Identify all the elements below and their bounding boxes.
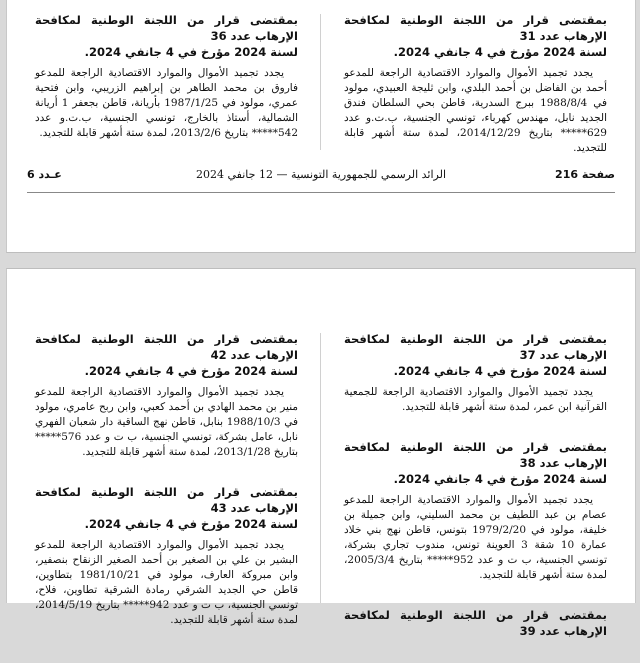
decision-entry-31 bbox=[344, 12, 607, 156]
decision-title bbox=[344, 12, 607, 60]
decision-body: يجدد تجميد الأموال والموارد الاقتصادية الراجعة للمدعو أحمد بن الفاضل بن أحمد البلدي، وابن ثليجة العبيدي، مولود في 1988/8/4 ببرج السدرية، قاطن بحي السلطان فندق الجديد نابل، مهندس كهرباء، تونسي الجنسية، ب.ت.و عدد 629***** بتاريخ 2014/12/29، لمدة ستة أشهر قابلة للتجديد. bbox=[344, 67, 608, 154]
decision-entry-36 bbox=[35, 12, 298, 141]
document-page-bottom bbox=[6, 268, 636, 638]
page-footer bbox=[27, 168, 615, 186]
column-divider bbox=[320, 333, 321, 603]
decision-title-line-1: بمقتضى قرار من اللجنة الوطنية لمكافحة الإرهاب عدد 38 bbox=[344, 440, 607, 470]
decision-body: يجدد تجميد الأموال والموارد الاقتصادية الراجعة للجمعية القرآنية ابن عمر، لمدة ستة أشهر قابلة للتجديد. bbox=[344, 386, 607, 413]
decision-entry-39 bbox=[344, 607, 607, 639]
decision-title-line-1: بمقتضى قرار من اللجنة الوطنية لمكافحة الإرهاب عدد 42 bbox=[35, 332, 298, 362]
document-page-top bbox=[6, 0, 636, 253]
right-column bbox=[344, 12, 607, 180]
column-divider bbox=[320, 14, 321, 150]
decision-title-line-2: لسنة 2024 مؤرخ في 4 جانفي 2024. bbox=[393, 45, 607, 59]
decision-title-line-1: بمقتضى قرار من اللجنة الوطنية لمكافحة الإرهاب عدد 31 bbox=[344, 13, 607, 43]
decision-title bbox=[35, 484, 298, 532]
decision-body: يجدد تجميد الأموال والموارد الاقتصادية الراجعة للمدعو منير بن محمد الهادي بن أحمد كعبي، وابن ربح عامري، مولود في 1988/10/3 بنابل، قاطن نهج الساقية دار شعبان الفهري نابل، عامل بشركة، تونسي الجنسية، ب ت و عدد 576***** بتاريخ 2013/1/28، لمدة ستة أشهر قابلة للتجديد. bbox=[35, 386, 298, 458]
decision-body: يجدد تجميد الأموال والموارد الاقتصادية الراجعة للمدعو البشير بن علي بن الصغير بن أحمد الصغير الزنقاح بنصفير، وابن مبروكة العارف، مولود في 1981/10/21 بتطاوين، قاطن حي الجديد الشرقي رمادة الشرقية تطاوين، فلاح، تونسي الجنسية، ب ت و عدد 942***** بتاريخ 2014/5/19، لمدة ستة أشهر قابلة للتجديد. bbox=[35, 539, 298, 626]
page-number: صفحة 216 bbox=[555, 168, 615, 181]
decision-body: يجدد تجميد الأموال والموارد الاقتصادية الراجعة للمدعو فاروق بن محمد الطاهر بن إبراهيم الزريبي، وابن فتحية عمري، مولود في 1987/1/25 بأريانة، قاطن بجعفر 1 أريانة الشمالية، أستاذ بالخارج، تونسي الجنسية، ب.ت.و عدد 542***** بتاريخ 2013/2/6، لمدة ستة أشهر قابلة للتجديد. bbox=[35, 67, 299, 139]
decision-title-line-2: لسنة 2024 مؤرخ في 4 جانفي 2024. bbox=[393, 472, 607, 486]
decision-entry-37 bbox=[344, 331, 607, 415]
decision-title bbox=[344, 331, 607, 379]
decision-entry-42 bbox=[35, 331, 298, 460]
left-column bbox=[35, 331, 298, 652]
decision-title-line-1: بمقتضى قرار من اللجنة الوطنية لمكافحة الإرهاب عدد 43 bbox=[35, 485, 298, 515]
decision-entry-43 bbox=[35, 484, 298, 628]
decision-body: يجدد تجميد الأموال والموارد الاقتصادية الراجعة للمدعو عصام بن عبد اللطيف بن محمد السليني، وابن جميلة بن خليفة، مولود في 1979/2/20 بتونس، قاطن نهج بني خلاد عمارة 10 شقة 3 العوينة تونس، مندوب تجاري بشركة، تونسي الجنسية، ب ت و عدد 952***** بتاريخ 2005/3/4، لمدة ستة أشهر قابلة للتجديد. bbox=[344, 494, 607, 581]
right-column bbox=[344, 331, 607, 663]
decision-title-line-1: بمقتضى قرار من اللجنة الوطنية لمكافحة الإرهاب عدد 39 bbox=[344, 608, 607, 638]
decision-title-line-2: لسنة 2024 مؤرخ في 4 جانفي 2024. bbox=[84, 364, 298, 378]
decision-title-line-1: بمقتضى قرار من اللجنة الوطنية لمكافحة الإرهاب عدد 36 bbox=[35, 13, 298, 43]
decision-title-line-2: لسنة 2024 مؤرخ في 4 جانفي 2024. bbox=[84, 517, 298, 531]
decision-title bbox=[35, 331, 298, 379]
left-column bbox=[35, 12, 298, 165]
footer-rule bbox=[27, 192, 615, 193]
journal-title: الرائد الرسمي للجمهورية التونسية — 12 جانفي 2024 bbox=[195, 168, 447, 181]
decision-title bbox=[35, 12, 298, 60]
decision-title-line-2: لسنة 2024 مؤرخ في 4 جانفي 2024. bbox=[84, 45, 298, 59]
decision-title-line-2: لسنة 2024 مؤرخ في 4 جانفي 2024. bbox=[393, 364, 607, 378]
decision-title-line-1: بمقتضى قرار من اللجنة الوطنية لمكافحة الإرهاب عدد 37 bbox=[344, 332, 607, 362]
issue-number: عـدد 6 bbox=[27, 168, 62, 181]
decision-title bbox=[344, 439, 607, 487]
decision-title bbox=[344, 607, 607, 639]
decision-entry-38 bbox=[344, 439, 607, 583]
